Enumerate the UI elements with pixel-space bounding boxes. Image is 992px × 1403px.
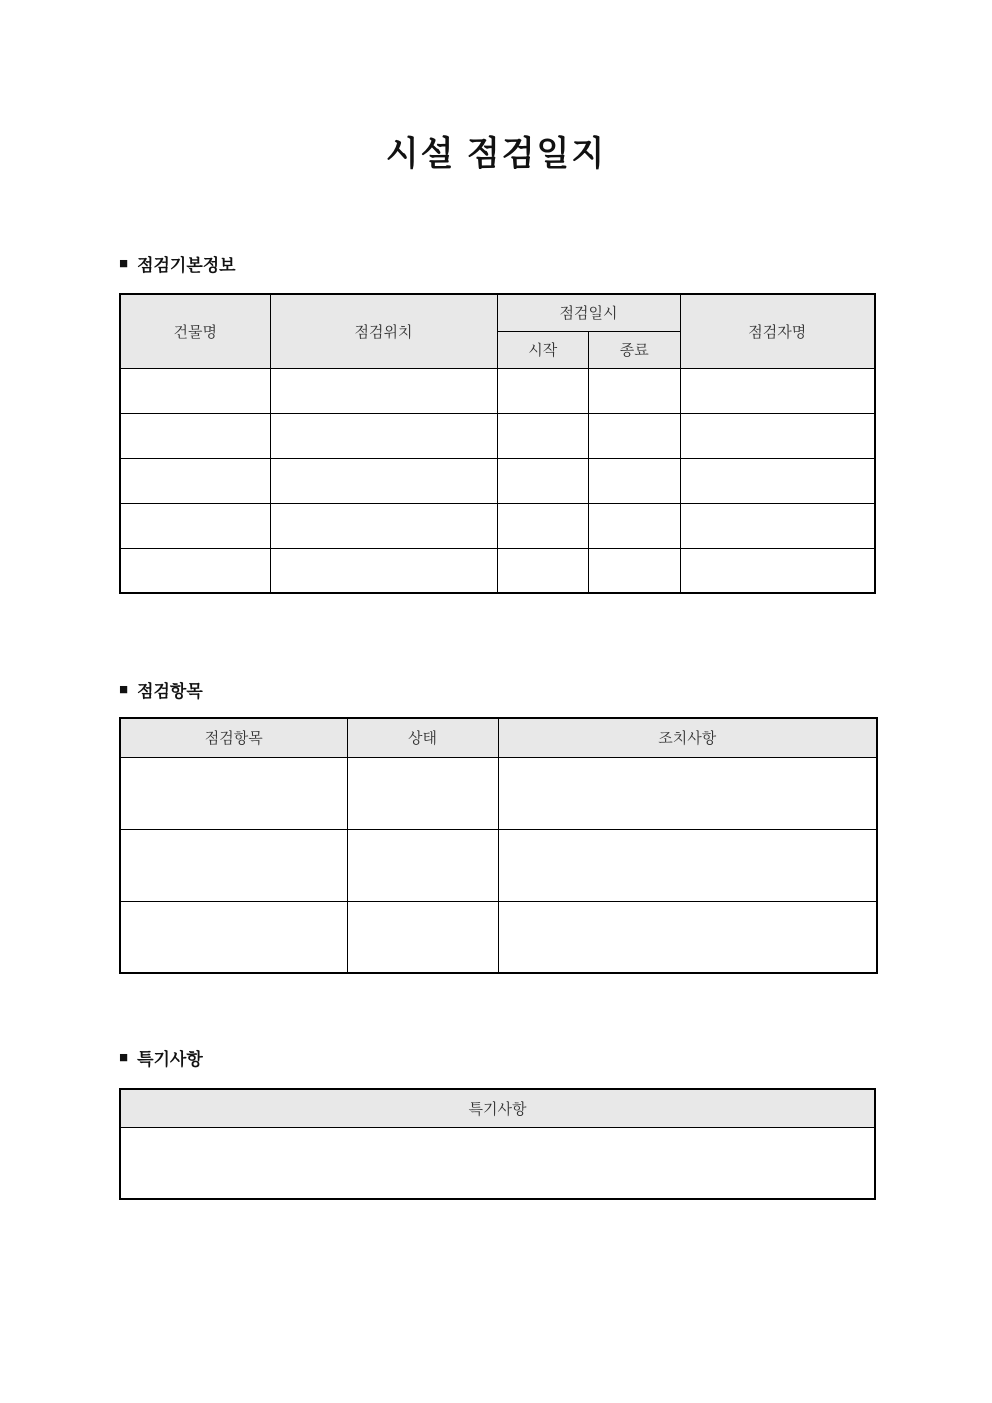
empty-cell: [120, 757, 347, 829]
section-label-text: 점검항목: [137, 682, 203, 701]
table-row: [120, 548, 875, 593]
section-label-special-notes: [119, 1045, 876, 1070]
table-row: [120, 368, 875, 413]
empty-cell: [680, 368, 875, 413]
basic-info-table: [119, 293, 876, 594]
section-bullet-icon: ■: [119, 1049, 129, 1066]
empty-cell: [589, 413, 681, 458]
empty-cell: [497, 368, 589, 413]
empty-cell: [120, 368, 270, 413]
empty-cell: [120, 548, 270, 593]
header-cell-status: 상태: [347, 718, 498, 757]
empty-cell: [589, 368, 681, 413]
empty-cell: [497, 503, 589, 548]
empty-cell: [120, 413, 270, 458]
empty-cell: [347, 901, 498, 973]
table-row: [120, 503, 875, 548]
header-cell-location: 점검위치: [270, 294, 497, 368]
header-cell-action: 조치사항: [498, 718, 877, 757]
header-cell-start: 시작: [497, 331, 589, 368]
inspection-items-table: [119, 717, 878, 974]
empty-cell: [347, 757, 498, 829]
empty-cell: [120, 901, 347, 973]
table-row: [120, 1127, 875, 1199]
empty-cell: [270, 413, 497, 458]
empty-cell: [497, 413, 589, 458]
section-label-inspection-items: [119, 677, 876, 702]
section-bullet-icon: ■: [119, 681, 129, 698]
empty-cell: [680, 503, 875, 548]
special-notes-table: [119, 1088, 876, 1200]
empty-cell: [120, 829, 347, 901]
empty-cell: [589, 503, 681, 548]
empty-cell: [347, 829, 498, 901]
empty-cell: [270, 368, 497, 413]
header-cell-datetime: 점검일시: [497, 294, 680, 331]
empty-cell: [270, 548, 497, 593]
page-title: 시설 점검일지: [385, 135, 607, 173]
section-label-text: 점검기본정보: [137, 256, 236, 275]
table-row: [120, 901, 877, 973]
empty-cell: [270, 503, 497, 548]
header-cell-building: 건물명: [120, 294, 270, 368]
empty-cell: [497, 458, 589, 503]
table-row: [120, 413, 875, 458]
empty-cell: [498, 829, 877, 901]
header-cell-item: 점검항목: [120, 718, 347, 757]
empty-cell: [680, 413, 875, 458]
section-bullet-icon: ■: [119, 255, 129, 272]
empty-cell: [120, 458, 270, 503]
empty-cell: [680, 548, 875, 593]
empty-cell: [498, 757, 877, 829]
table-row: [120, 829, 877, 901]
header-cell-inspector: 점검자명: [680, 294, 875, 368]
empty-cell: [680, 458, 875, 503]
empty-cell: [498, 901, 877, 973]
empty-cell: [120, 1127, 875, 1199]
header-cell-end: 종료: [589, 331, 681, 368]
table-row: [120, 458, 875, 503]
section-label-basic-info: [119, 251, 876, 276]
table-row: [120, 757, 877, 829]
empty-cell: [270, 458, 497, 503]
section-label-text: 특기사항: [137, 1050, 203, 1069]
header-cell-notes: 특기사항: [120, 1089, 875, 1127]
empty-cell: [589, 548, 681, 593]
document-content: [119, 251, 876, 1200]
empty-cell: [120, 503, 270, 548]
empty-cell: [497, 548, 589, 593]
empty-cell: [589, 458, 681, 503]
